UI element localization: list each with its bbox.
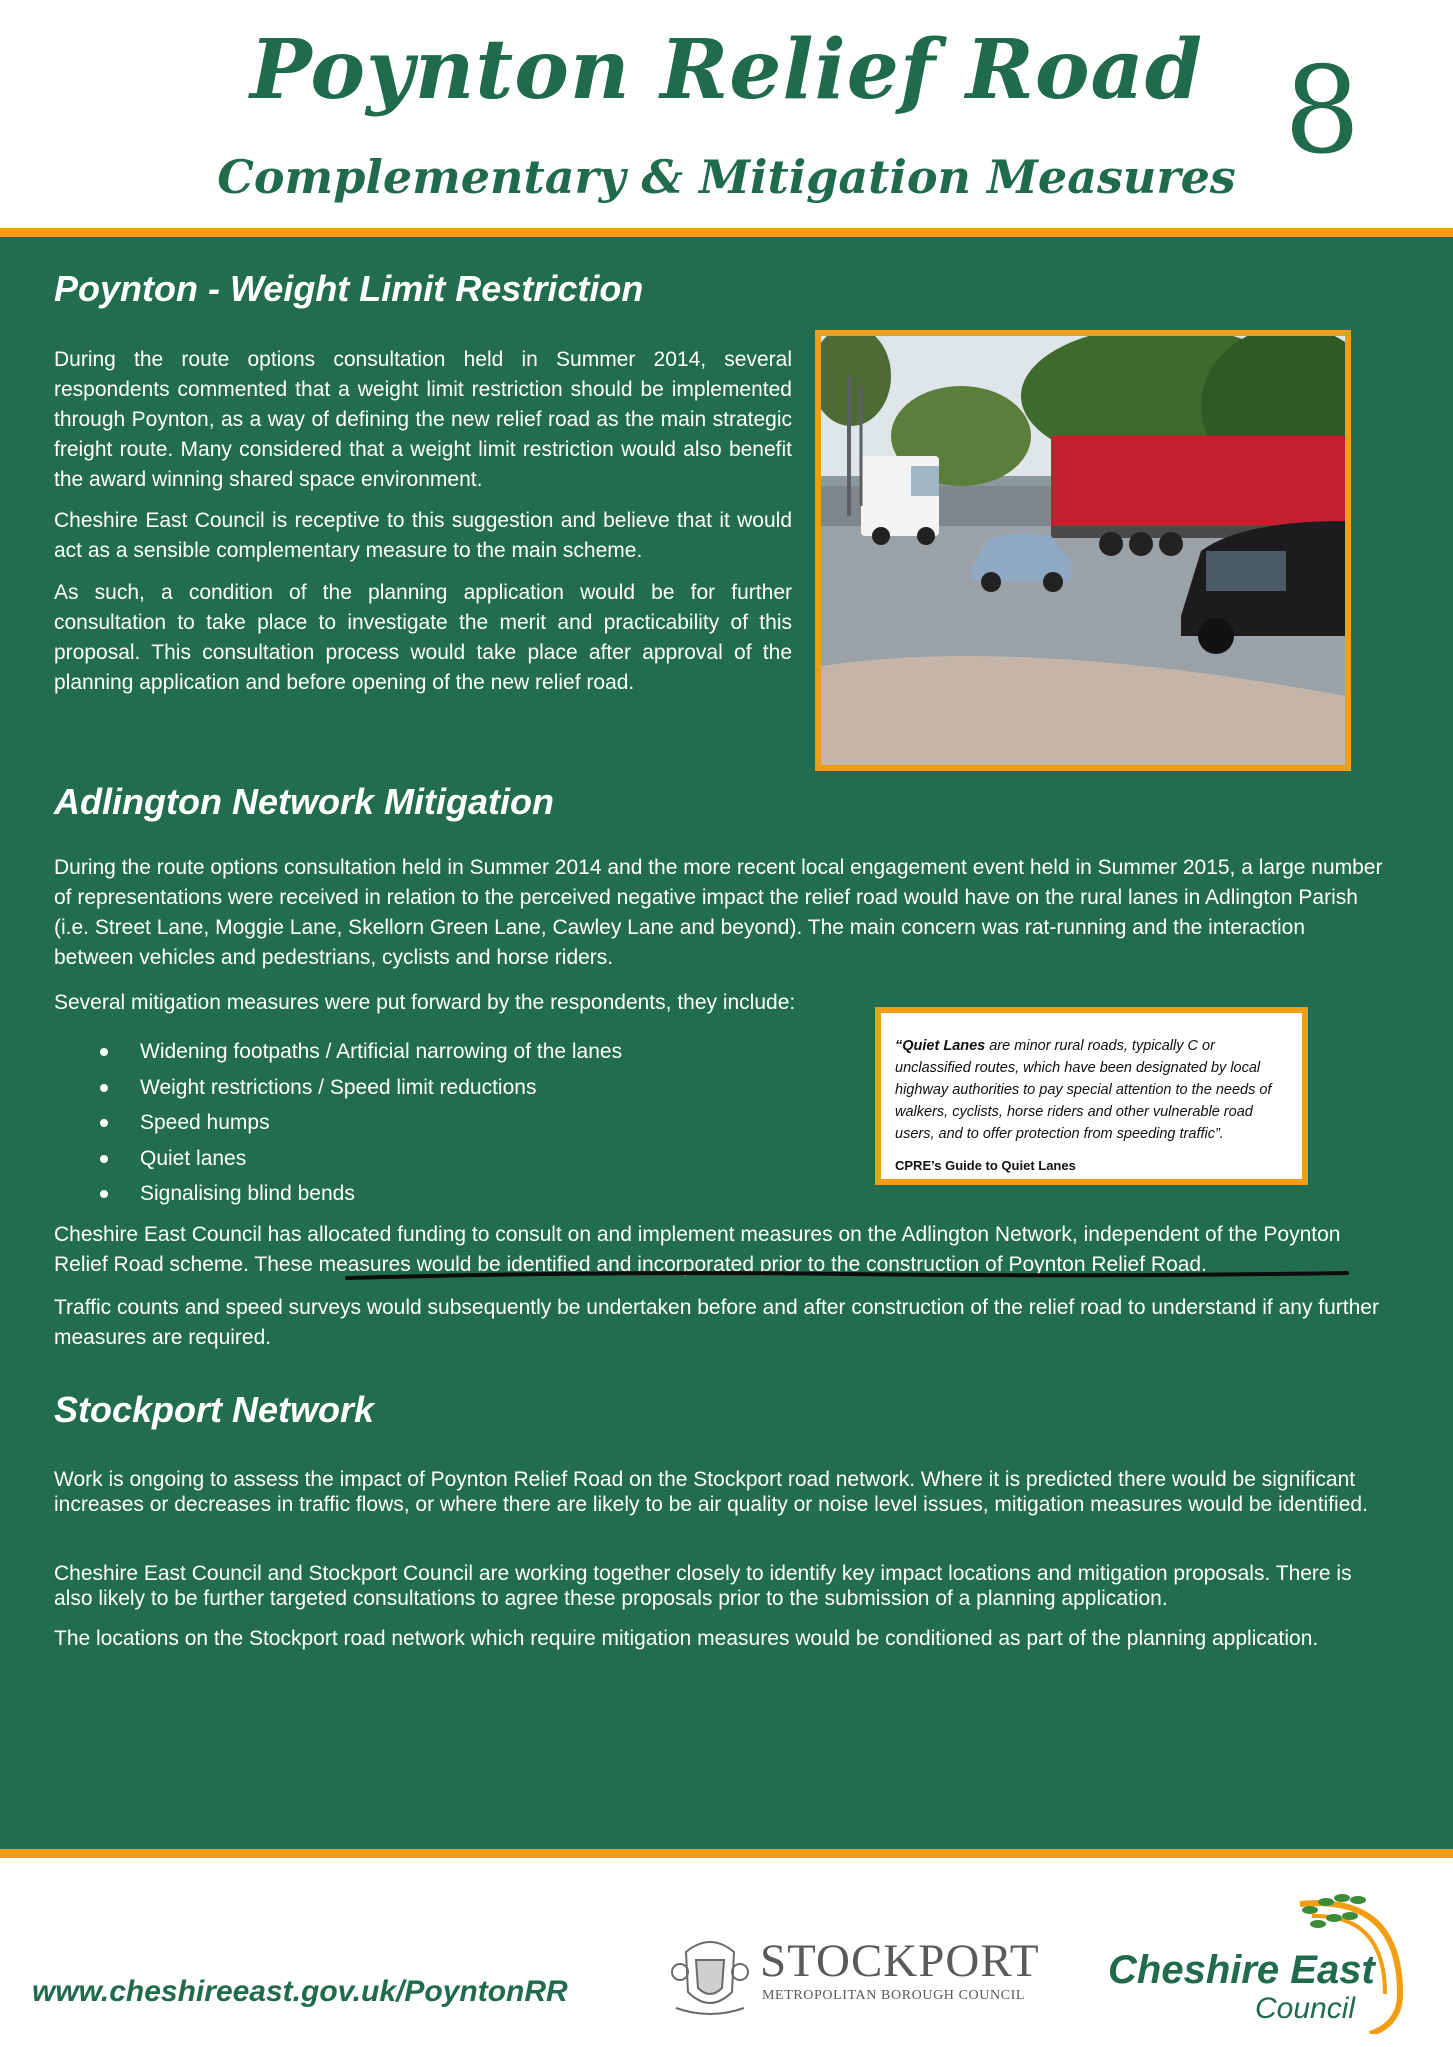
quote-source: CPRE’s Guide to Quiet Lanes <box>895 1158 1076 1173</box>
section-heading-stockport: Stockport Network <box>54 1389 375 1430</box>
adlington-measures-intro: Several mitigation measures were put forward by the respondents, they include: <box>54 991 796 1014</box>
adlington-intro-paragraph: During the route options consultation held in Summer 2014 and the more recent local engagement event held in Summer 2015, a large number of representations were received in relation to the perceived negative impact the relief road would have on the rural lanes in Adlington Parish (i.e. Street Lane, Moggie Lane, Skellorn Green Lane, Cawley Lane and beyond). The main concern was rat-running and the interaction between vehicles and pedestrians, cyclists and horse riders. <box>54 856 1383 969</box>
weight-limit-paragraph-2: Cheshire East Council is receptive to this suggestion and believe that it would act as a sensible complementary measure to the main scheme. <box>54 509 792 562</box>
stockport-paragraph-3: The locations on the Stockport road network which require mitigation measures would be conditioned as part of the planning application. <box>54 1627 1319 1650</box>
list-item: Quiet lanes <box>100 1141 622 1177</box>
bullet-icon <box>100 1084 108 1092</box>
cheshire-east-council-subtitle: Council <box>1255 1992 1356 2025</box>
weight-limit-paragraph-1: During the route options consultation held in Summer 2014, several respondents commented that a weight limit restriction should be implemented through Poynton, as a way of defining the new relief road as the main strategic freight route. Many considered that a weight limit restriction would also benefit the award winning shared space environment. <box>54 348 792 491</box>
quote-body: are minor rural roads, typically C or unclassified routes, which have been designated by local highway authorities to pay special attention to the needs of walkers, cyclists, horse riders and other vulnerable road users, and to offer protection from speeding traffic”. <box>895 1038 1272 1142</box>
adlington-funding-paragraph: Cheshire East Council has allocated funding to consult on and implement measures on the Adlington Network, independent of the Poynton Relief Road scheme. These measures would be identified and incorporated prior to the construction of Poynton Relief Road. <box>54 1223 1341 1276</box>
top-divider <box>0 228 1453 237</box>
quote-text <box>895 1035 1292 1145</box>
bullet-icon <box>100 1190 108 1198</box>
page-number: 8 <box>1284 42 1361 181</box>
section-heading-weight-limit: Poynton - Weight Limit Restriction <box>54 268 644 309</box>
street-photo <box>815 330 1351 771</box>
bullet-icon <box>100 1119 108 1127</box>
cheshire-east-council-name: Cheshire East <box>1108 1948 1375 1992</box>
website-link[interactable]: www.cheshireeast.gov.uk/PoyntonRR <box>32 1975 568 2008</box>
bullet-icon <box>100 1155 108 1163</box>
mitigation-measures-list <box>100 1034 622 1212</box>
page-title: Poynton Relief Road <box>249 22 1204 118</box>
hand-drawn-underline <box>345 1268 1350 1282</box>
bullet-icon <box>100 1048 108 1056</box>
list-item: Speed humps <box>100 1105 622 1141</box>
stockport-paragraph-2: Cheshire East Council and Stockport Council are working together closely to identify key impact locations and mitigation proposals. There is also likely to be further targeted consultations to agree these proposals prior to the submission of a planning application. <box>54 1562 1352 1610</box>
adlington-surveys-paragraph: Traffic counts and speed surveys would subsequently be undertaken before and after construction of the relief road to understand if any further measures are required. <box>54 1296 1379 1349</box>
quiet-lanes-quote-box <box>875 1007 1308 1185</box>
page-header <box>0 0 1453 226</box>
section-heading-adlington: Adlington Network Mitigation <box>54 781 554 822</box>
stockport-council-name: STOCKPORT <box>760 1935 1040 1987</box>
list-item: Signalising blind bends <box>100 1176 622 1212</box>
stockport-council-subtitle: METROPOLITAN BOROUGH COUNCIL <box>762 1988 1026 2003</box>
weight-limit-paragraph-3: As such, a condition of the planning application would be for further consultation to take place to investigate the merit and practicability of this proposal. This consultation process would take place after approval of the planning application and before opening of the new relief road. <box>54 581 792 694</box>
page-subtitle: Complementary & Mitigation Measures <box>217 150 1236 204</box>
list-item: Widening footpaths / Artificial narrowing of the lanes <box>100 1034 622 1070</box>
street-scene-illustration <box>821 336 1345 765</box>
bottom-divider <box>0 1849 1453 1858</box>
stockport-paragraph-1: Work is ongoing to assess the impact of Poynton Relief Road on the Stockport road network. Where it is predicted there would be significant increases or decreases in traffic flows, or where there are likely to be air quality or noise level issues, mitigation measures would be identified. <box>54 1468 1368 1516</box>
list-item: Weight restrictions / Speed limit reductions <box>100 1070 622 1106</box>
quote-term: “Quiet Lanes <box>895 1038 986 1054</box>
